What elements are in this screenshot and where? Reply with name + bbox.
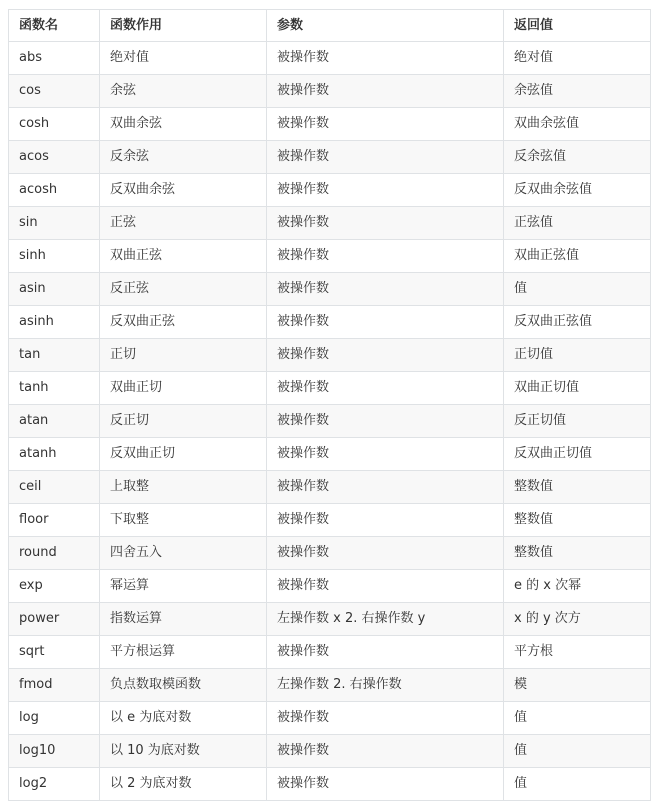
cell-function-purpose: 负点数取模函数 [100, 669, 267, 702]
cell-function-purpose: 指数运算 [100, 603, 267, 636]
cell-parameters: 被操作数 [267, 636, 504, 669]
cell-function-purpose: 反双曲正弦 [100, 306, 267, 339]
cell-parameters: 被操作数 [267, 702, 504, 735]
cell-return-value: 绝对值 [504, 42, 651, 75]
header-parameters: 参数 [267, 10, 504, 42]
cell-function-name: ceil [9, 471, 100, 504]
cell-return-value: 正切值 [504, 339, 651, 372]
cell-function-name: power [9, 603, 100, 636]
cell-function-purpose: 幂运算 [100, 570, 267, 603]
cell-return-value: 反正切值 [504, 405, 651, 438]
cell-function-purpose: 反余弦 [100, 141, 267, 174]
cell-return-value: 反双曲正切值 [504, 438, 651, 471]
cell-return-value: 整数值 [504, 471, 651, 504]
cell-function-name: sqrt [9, 636, 100, 669]
cell-function-name: floor [9, 504, 100, 537]
cell-return-value: x 的 y 次方 [504, 603, 651, 636]
table-row [9, 339, 651, 372]
cell-function-name: atan [9, 405, 100, 438]
cell-function-purpose: 绝对值 [100, 42, 267, 75]
table-row [9, 75, 651, 108]
table-row [9, 603, 651, 636]
table-row [9, 504, 651, 537]
cell-function-purpose: 下取整 [100, 504, 267, 537]
cell-function-name: asinh [9, 306, 100, 339]
table-row [9, 735, 651, 768]
cell-function-purpose: 双曲正弦 [100, 240, 267, 273]
cell-parameters: 被操作数 [267, 108, 504, 141]
cell-function-name: tanh [9, 372, 100, 405]
cell-parameters: 被操作数 [267, 372, 504, 405]
cell-parameters: 被操作数 [267, 438, 504, 471]
table-row [9, 537, 651, 570]
table-row [9, 141, 651, 174]
cell-function-purpose: 正切 [100, 339, 267, 372]
cell-return-value: 反余弦值 [504, 141, 651, 174]
cell-parameters: 左操作数 x 2. 右操作数 y [267, 603, 504, 636]
function-table-container [8, 9, 650, 801]
cell-function-name: sin [9, 207, 100, 240]
cell-return-value: 模 [504, 669, 651, 702]
cell-function-name: fmod [9, 669, 100, 702]
cell-parameters: 被操作数 [267, 504, 504, 537]
cell-parameters: 被操作数 [267, 735, 504, 768]
table-row [9, 306, 651, 339]
cell-return-value: 余弦值 [504, 75, 651, 108]
cell-return-value: 正弦值 [504, 207, 651, 240]
cell-function-name: cos [9, 75, 100, 108]
cell-function-name: asin [9, 273, 100, 306]
cell-function-purpose: 余弦 [100, 75, 267, 108]
cell-function-purpose: 反双曲余弦 [100, 174, 267, 207]
table-row [9, 570, 651, 603]
cell-function-name: acos [9, 141, 100, 174]
cell-function-purpose: 正弦 [100, 207, 267, 240]
table-row [9, 405, 651, 438]
cell-return-value: 值 [504, 273, 651, 306]
cell-parameters: 被操作数 [267, 405, 504, 438]
cell-function-name: sinh [9, 240, 100, 273]
cell-parameters: 被操作数 [267, 207, 504, 240]
cell-parameters: 被操作数 [267, 570, 504, 603]
cell-parameters: 被操作数 [267, 174, 504, 207]
header-row [9, 10, 651, 42]
header-return-value: 返回值 [504, 10, 651, 42]
cell-function-name: exp [9, 570, 100, 603]
header-function-name: 函数名 [9, 10, 100, 42]
table-row [9, 471, 651, 504]
header-function-purpose: 函数作用 [100, 10, 267, 42]
cell-parameters: 被操作数 [267, 141, 504, 174]
cell-parameters: 被操作数 [267, 306, 504, 339]
cell-return-value: 值 [504, 768, 651, 801]
function-table [8, 9, 651, 801]
cell-function-purpose: 反双曲正切 [100, 438, 267, 471]
cell-parameters: 被操作数 [267, 471, 504, 504]
cell-function-name: atanh [9, 438, 100, 471]
table-row [9, 768, 651, 801]
cell-return-value: 反双曲正弦值 [504, 306, 651, 339]
cell-parameters: 被操作数 [267, 273, 504, 306]
cell-return-value: e 的 x 次幂 [504, 570, 651, 603]
table-row [9, 108, 651, 141]
cell-parameters: 被操作数 [267, 339, 504, 372]
cell-return-value: 整数值 [504, 537, 651, 570]
table-row [9, 207, 651, 240]
cell-return-value: 值 [504, 735, 651, 768]
cell-function-purpose: 以 2 为底对数 [100, 768, 267, 801]
table-row [9, 174, 651, 207]
cell-function-name: log10 [9, 735, 100, 768]
cell-function-purpose: 以 10 为底对数 [100, 735, 267, 768]
cell-function-purpose: 反正弦 [100, 273, 267, 306]
cell-function-purpose: 上取整 [100, 471, 267, 504]
cell-return-value: 反双曲余弦值 [504, 174, 651, 207]
table-header [9, 10, 651, 42]
table-row [9, 240, 651, 273]
cell-parameters: 被操作数 [267, 537, 504, 570]
cell-function-name: abs [9, 42, 100, 75]
cell-parameters: 被操作数 [267, 768, 504, 801]
cell-function-name: round [9, 537, 100, 570]
cell-return-value: 值 [504, 702, 651, 735]
cell-return-value: 双曲正切值 [504, 372, 651, 405]
cell-return-value: 平方根 [504, 636, 651, 669]
table-row [9, 372, 651, 405]
cell-function-name: acosh [9, 174, 100, 207]
cell-function-purpose: 以 e 为底对数 [100, 702, 267, 735]
cell-parameters: 左操作数 2. 右操作数 [267, 669, 504, 702]
cell-function-purpose: 双曲正切 [100, 372, 267, 405]
cell-function-purpose: 双曲余弦 [100, 108, 267, 141]
table-body [9, 42, 651, 801]
cell-parameters: 被操作数 [267, 42, 504, 75]
cell-return-value: 双曲余弦值 [504, 108, 651, 141]
cell-function-purpose: 反正切 [100, 405, 267, 438]
table-row [9, 702, 651, 735]
table-row [9, 438, 651, 471]
table-row [9, 636, 651, 669]
cell-function-purpose: 平方根运算 [100, 636, 267, 669]
cell-function-name: tan [9, 339, 100, 372]
cell-function-purpose: 四舍五入 [100, 537, 267, 570]
cell-return-value: 双曲正弦值 [504, 240, 651, 273]
cell-parameters: 被操作数 [267, 75, 504, 108]
table-row [9, 273, 651, 306]
cell-function-name: log2 [9, 768, 100, 801]
cell-parameters: 被操作数 [267, 240, 504, 273]
table-row [9, 669, 651, 702]
cell-function-name: log [9, 702, 100, 735]
cell-return-value: 整数值 [504, 504, 651, 537]
table-row [9, 42, 651, 75]
cell-function-name: cosh [9, 108, 100, 141]
